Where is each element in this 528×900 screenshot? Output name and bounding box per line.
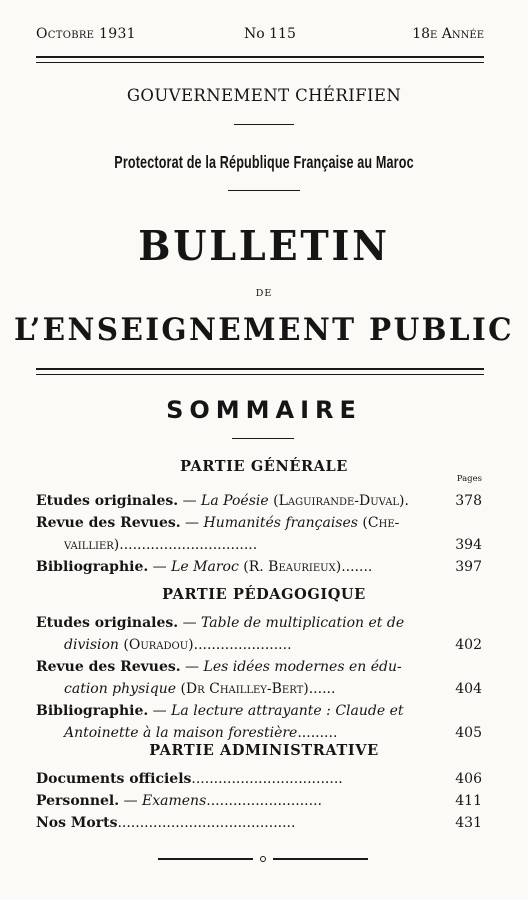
entry-leader-dots: .......................... xyxy=(206,793,322,809)
toc-entry[interactable] xyxy=(36,512,482,534)
entry-sep: — xyxy=(180,515,204,531)
header-double-rule xyxy=(36,56,484,63)
short-divider xyxy=(234,124,294,125)
toc-entry[interactable] xyxy=(36,556,482,578)
section-heading-administrative: PARTIE ADMINISTRATIVE xyxy=(149,742,379,759)
protectorate-title: Protectorat de la République Française au Maroc xyxy=(114,152,414,172)
entry-author: (Laguirande-Duval). xyxy=(268,493,409,509)
bulletin-subtitle: L’ENSEIGNEMENT PUBLIC xyxy=(14,312,514,348)
end-ornament-icon xyxy=(158,856,368,862)
entry-page: 411 xyxy=(455,793,482,809)
entry-sep: — xyxy=(148,559,172,575)
entry-title: Antoinette à la maison forestière xyxy=(64,725,298,741)
entry-page: 405 xyxy=(455,725,482,741)
entry-label: Nos Morts xyxy=(36,815,118,831)
entry-page: 397 xyxy=(455,559,482,575)
entry-label: Etudes originales. xyxy=(36,615,179,631)
short-divider xyxy=(228,190,300,191)
pages-column-label: Pages xyxy=(456,474,482,484)
masthead-double-rule xyxy=(36,368,484,375)
entry-title: Examens xyxy=(142,793,207,809)
section-heading-general: PARTIE GÉNÉRALE xyxy=(180,458,348,475)
entry-author: (Dr Chailley-Bert) xyxy=(176,681,309,697)
entry-page: 431 xyxy=(455,815,482,831)
toc-entry[interactable] xyxy=(36,768,482,790)
entry-label: Revue des Revues. xyxy=(36,515,181,531)
entry-leader-dots: ...................... xyxy=(193,637,292,653)
toc-entry-continued[interactable] xyxy=(36,678,482,700)
sommaire-title: SOMMAIRE xyxy=(166,396,362,424)
entry-title: Le Maroc xyxy=(171,559,239,575)
entry-title: La Poésie xyxy=(201,493,269,509)
entry-leader-dots: ....... xyxy=(341,559,373,575)
entry-label: Bibliographie. xyxy=(36,559,149,575)
toc-entry[interactable] xyxy=(36,490,482,512)
toc-entry[interactable] xyxy=(36,790,482,812)
toc-entry-continued[interactable] xyxy=(36,634,482,656)
entry-leader-dots: .................................. xyxy=(191,771,343,787)
issue-date: Octobre 1931 xyxy=(36,26,136,42)
entry-author: vaillier) xyxy=(64,537,120,553)
toc-general xyxy=(36,490,482,578)
government-title: GOUVERNEMENT CHÉRIFIEN xyxy=(126,86,402,105)
entry-leader-dots: ............................... xyxy=(119,537,258,553)
bulletin-title: BULLETIN xyxy=(138,222,390,270)
entry-page: 378 xyxy=(455,493,482,509)
section-heading-pedagogique: PARTIE PÉDAGOGIQUE xyxy=(162,586,366,603)
entry-label: Bibliographie. xyxy=(36,703,149,719)
entry-sep: — xyxy=(180,659,204,675)
toc-entry[interactable] xyxy=(36,812,482,834)
entry-author: (Che- xyxy=(357,515,400,531)
entry-page: 404 xyxy=(455,681,482,697)
issue-number: No 115 xyxy=(244,26,296,42)
toc-pedagogique xyxy=(36,612,482,744)
entry-leader-dots: ........................................ xyxy=(117,815,296,831)
entry-label: Etudes originales. xyxy=(36,493,179,509)
entry-label: Personnel. xyxy=(36,793,120,809)
toc-entry-continued[interactable] xyxy=(36,534,482,556)
toc-entry[interactable] xyxy=(36,700,482,722)
toc-entry[interactable] xyxy=(36,612,482,634)
toc-entry[interactable] xyxy=(36,656,482,678)
entry-page: 406 xyxy=(455,771,482,787)
toc-entry-continued[interactable] xyxy=(36,722,482,744)
entry-title: Humanités françaises xyxy=(203,515,358,531)
entry-page: 394 xyxy=(455,537,482,553)
toc-administrative xyxy=(36,768,482,834)
entry-sep: — xyxy=(178,615,202,631)
entry-title: Table de multiplication et de xyxy=(201,615,405,631)
entry-author: (Ouradou) xyxy=(118,637,194,653)
entry-title: division xyxy=(64,637,119,653)
title-connector: DE xyxy=(255,288,273,299)
issue-year: 18e Année xyxy=(412,26,484,42)
entry-leader-dots: ......... xyxy=(297,725,338,741)
entry-page: 402 xyxy=(455,637,482,653)
entry-leader-dots: ...... xyxy=(308,681,336,697)
entry-title: La lecture attrayante : Claude et xyxy=(171,703,404,719)
entry-title: cation physique xyxy=(64,681,176,697)
entry-sep: — xyxy=(119,793,143,809)
entry-author: (R. Beaurieux) xyxy=(238,559,342,575)
entry-label: Revue des Revues. xyxy=(36,659,181,675)
entry-sep: — xyxy=(178,493,202,509)
entry-label: Documents officiels xyxy=(36,771,192,787)
short-divider xyxy=(232,438,294,439)
entry-title: Les idées modernes en édu- xyxy=(203,659,402,675)
entry-sep: — xyxy=(148,703,172,719)
issue-header xyxy=(36,26,484,48)
